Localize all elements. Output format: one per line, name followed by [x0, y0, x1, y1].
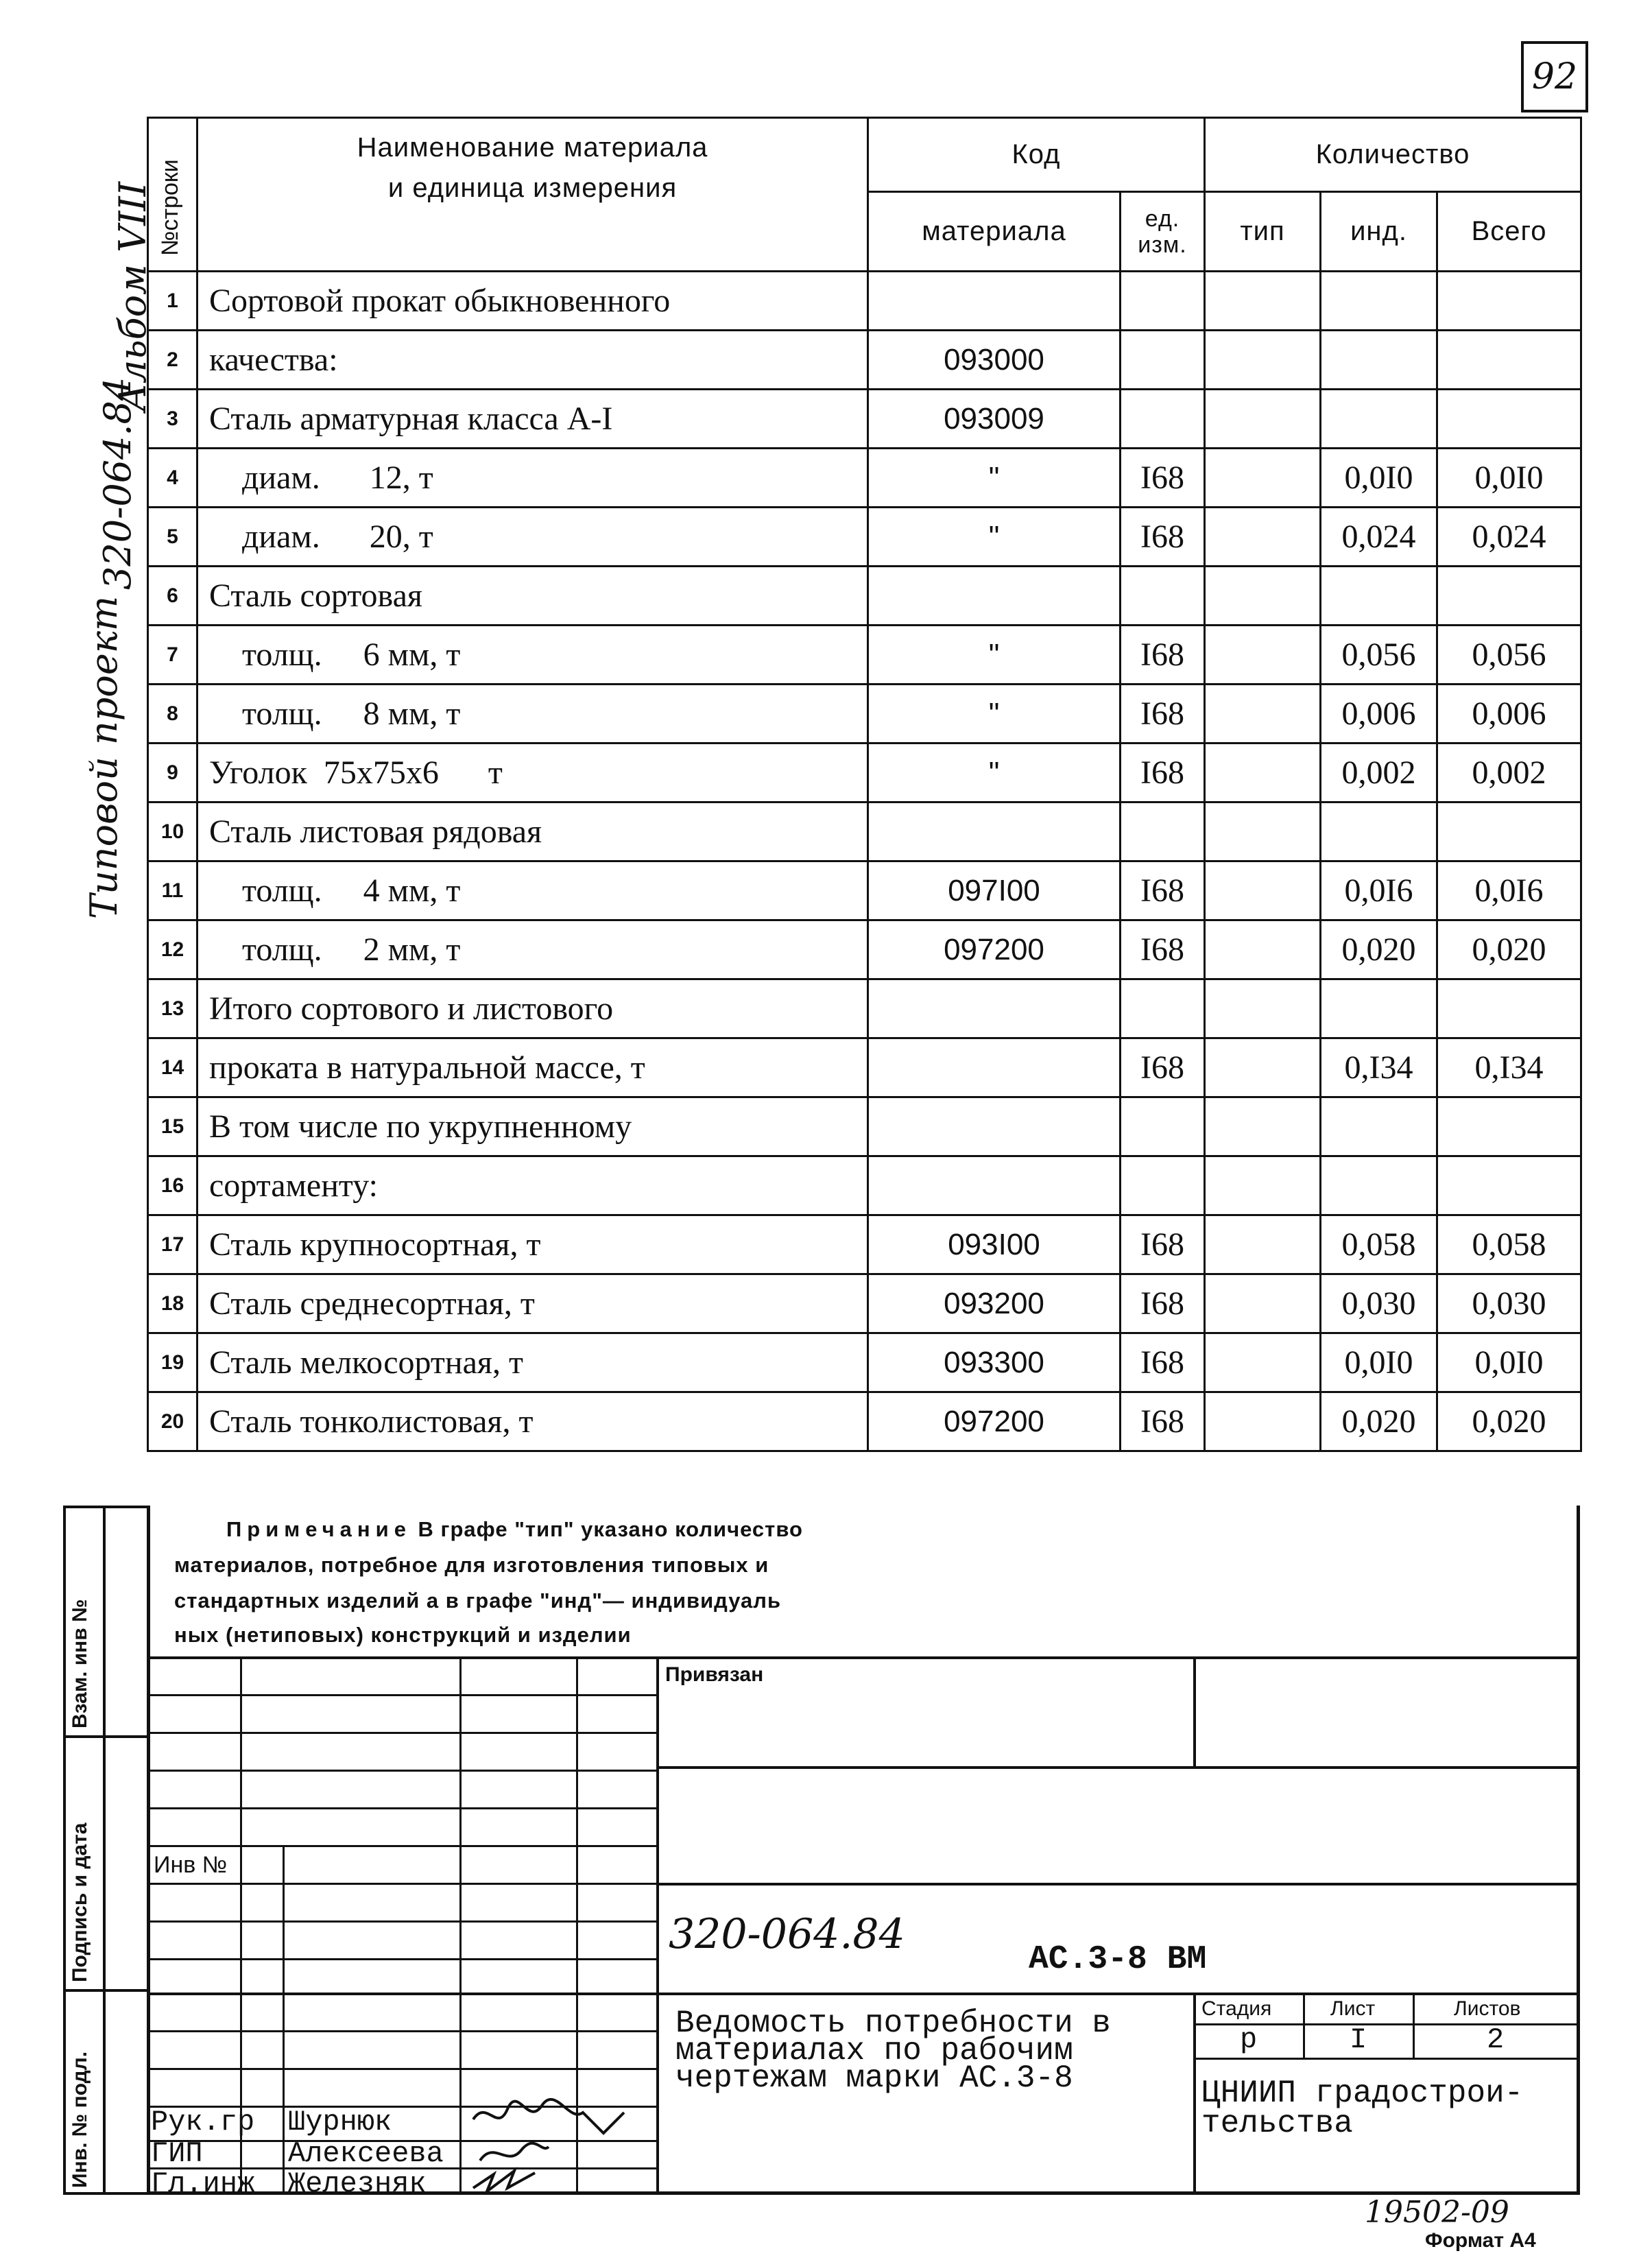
stamp-name-1: Шурнюк: [288, 2106, 392, 2139]
row-unit-cell: I68: [1121, 449, 1205, 508]
row-code-cell: ": [868, 744, 1121, 802]
row-ind-cell: 0,020: [1321, 920, 1437, 979]
header-name-line2: и единица измерения: [387, 173, 678, 203]
row-number-cell: 17: [148, 1215, 197, 1274]
row-ind-cell: 0,058: [1321, 1215, 1437, 1274]
row-type-cell: [1205, 1097, 1321, 1156]
row-number-cell: 15: [148, 1097, 197, 1156]
row-code-cell: 093000: [868, 331, 1121, 390]
row-type-cell: [1205, 1392, 1321, 1451]
row-type-cell: [1205, 449, 1321, 508]
table-row: [148, 979, 1581, 1038]
header-name-line1: Наименование материала: [357, 132, 708, 163]
table-row: [148, 1333, 1581, 1392]
row-type-cell: [1205, 626, 1321, 685]
row-number-cell: 14: [148, 1038, 197, 1097]
row-code-cell: [868, 567, 1121, 626]
row-code-cell: 097I00: [868, 861, 1121, 920]
table-row: [148, 1097, 1581, 1156]
row-code-cell: 093I00: [868, 1215, 1121, 1274]
row-number-cell: 12: [148, 920, 197, 979]
stamp-sheet-label: Лист: [1330, 1997, 1376, 2020]
row-number-cell: 18: [148, 1274, 197, 1333]
note-line-4: ных (нетиповых) конструкций и изделии: [174, 1623, 632, 1647]
table-row: [148, 508, 1581, 567]
row-type-cell: [1205, 272, 1321, 331]
row-number-cell: 13: [148, 979, 197, 1038]
row-number-cell: 6: [148, 567, 197, 626]
note-line-3: стандартных изделий а в графе "инд"— индивидуаль: [174, 1589, 782, 1613]
row-type-cell: [1205, 508, 1321, 567]
row-unit-cell: I68: [1121, 744, 1205, 802]
row-unit-cell: [1121, 331, 1205, 390]
note-text-1: В графе "тип" указано количество: [411, 1517, 803, 1541]
row-code-cell: 097200: [868, 1392, 1121, 1451]
row-ind-cell: 0,006: [1321, 685, 1437, 744]
row-ind-cell: 0,056: [1321, 626, 1437, 685]
row-unit-cell: I68: [1121, 685, 1205, 744]
row-code-cell: [868, 979, 1121, 1038]
header-row-number: [148, 118, 197, 272]
side-project-label: [82, 596, 125, 919]
row-total-cell: 0,020: [1437, 1392, 1581, 1451]
row-type-cell: [1205, 920, 1321, 979]
margin-inv-podl-label: Инв. № подл.: [69, 2051, 91, 2188]
row-type-cell: [1205, 567, 1321, 626]
row-total-cell: 0,0I0: [1437, 1333, 1581, 1392]
row-number-cell: 19: [148, 1333, 197, 1392]
materials-table: [147, 117, 1582, 1452]
margin-podpis-label: Подпись и дата: [69, 1822, 91, 1982]
row-total-cell: [1437, 1097, 1581, 1156]
row-unit-cell: I68: [1121, 1333, 1205, 1392]
row-name-cell: толщ. 8 мм, т: [197, 685, 868, 744]
footer-handwritten-number: 19502-09: [1365, 2195, 1509, 2230]
row-unit-cell: [1121, 567, 1205, 626]
page-number: 92: [1531, 56, 1578, 97]
row-name-cell: Сортовой прокат обыкновенного: [197, 272, 868, 331]
table-row: [148, 802, 1581, 861]
row-unit-cell: I68: [1121, 1038, 1205, 1097]
row-unit-cell: [1121, 802, 1205, 861]
row-type-cell: [1205, 861, 1321, 920]
row-code-cell: ": [868, 508, 1121, 567]
table-row: [148, 1215, 1581, 1274]
row-total-cell: [1437, 331, 1581, 390]
row-number-cell: 4: [148, 449, 197, 508]
table-row: [148, 1392, 1581, 1451]
note-line-2: материалов, потребное для изготовления типовых и: [174, 1553, 769, 1577]
header-row-number-text: №строки: [157, 159, 183, 256]
row-total-cell: [1437, 802, 1581, 861]
row-type-cell: [1205, 390, 1321, 449]
row-ind-cell: 0,0I6: [1321, 861, 1437, 920]
row-name-cell: толщ. 2 мм, т: [197, 920, 868, 979]
row-total-cell: 0,058: [1437, 1215, 1581, 1274]
page-number-box: [1521, 41, 1588, 112]
row-code-cell: [868, 272, 1121, 331]
row-total-cell: [1437, 272, 1581, 331]
row-number-cell: 11: [148, 861, 197, 920]
row-type-cell: [1205, 802, 1321, 861]
row-code-cell: ": [868, 626, 1121, 685]
row-ind-cell: 0,024: [1321, 508, 1437, 567]
row-unit-cell: I68: [1121, 1392, 1205, 1451]
row-name-cell: диам. 12, т: [197, 449, 868, 508]
stamp-sheets-label: Листов: [1454, 1997, 1521, 2020]
table-row: [148, 567, 1581, 626]
header-code-group: Код: [868, 118, 1205, 192]
row-total-cell: [1437, 1156, 1581, 1215]
row-name-cell: Сталь арматурная класса А-I: [197, 390, 868, 449]
footer-format: Формат А4: [1425, 2229, 1536, 2252]
row-ind-cell: 0,I34: [1321, 1038, 1437, 1097]
row-unit-cell: [1121, 1097, 1205, 1156]
row-ind-cell: [1321, 390, 1437, 449]
row-total-cell: [1437, 390, 1581, 449]
row-type-cell: [1205, 1038, 1321, 1097]
row-total-cell: 0,006: [1437, 685, 1581, 744]
row-code-cell: [868, 802, 1121, 861]
row-name-cell: Сталь сортовая: [197, 567, 868, 626]
row-code-cell: 093300: [868, 1333, 1121, 1392]
row-number-cell: 7: [148, 626, 197, 685]
stamp-doc-code: АС.3-8 ВМ: [1029, 1941, 1207, 1978]
row-unit-cell: I68: [1121, 626, 1205, 685]
row-ind-cell: 0,0I0: [1321, 1333, 1437, 1392]
row-total-cell: [1437, 979, 1581, 1038]
table-row: [148, 685, 1581, 744]
row-number-cell: 3: [148, 390, 197, 449]
row-ind-cell: 0,030: [1321, 1274, 1437, 1333]
note-line-1: [226, 1517, 803, 1542]
row-ind-cell: 0,020: [1321, 1392, 1437, 1451]
stamp-name-2: Алексеева: [288, 2137, 444, 2170]
margin-vzam-label: Взам. инв №: [69, 1599, 91, 1728]
row-name-cell: сортаменту:: [197, 1156, 868, 1215]
stamp-org: [1201, 2075, 1524, 2141]
row-unit-cell: [1121, 1156, 1205, 1215]
row-code-cell: [868, 1038, 1121, 1097]
row-number-cell: 16: [148, 1156, 197, 1215]
row-name-cell: Сталь мелкосортная, т: [197, 1333, 868, 1392]
row-number-cell: 20: [148, 1392, 197, 1451]
stamp-stage-label: Стадия: [1201, 1997, 1272, 2020]
row-name-cell: проката в натуральной массе, т: [197, 1038, 868, 1097]
row-ind-cell: [1321, 1097, 1437, 1156]
stamp-inv-no: Инв №: [154, 1852, 228, 1878]
row-name-cell: Уголок 75х75х6 т: [197, 744, 868, 802]
row-ind-cell: [1321, 272, 1437, 331]
row-ind-cell: [1321, 979, 1437, 1038]
table-row: [148, 920, 1581, 979]
row-type-cell: [1205, 744, 1321, 802]
table-row: [148, 390, 1581, 449]
row-number-cell: 5: [148, 508, 197, 567]
row-unit-cell: I68: [1121, 1215, 1205, 1274]
row-name-cell: толщ. 4 мм, т: [197, 861, 868, 920]
row-unit-cell: [1121, 979, 1205, 1038]
row-unit-cell: [1121, 390, 1205, 449]
row-code-cell: ": [868, 449, 1121, 508]
stamp-org-line1: ЦНИИП градострои-: [1201, 2075, 1524, 2111]
row-code-cell: [868, 1156, 1121, 1215]
row-name-cell: Итого сортового и листового: [197, 979, 868, 1038]
row-unit-cell: I68: [1121, 920, 1205, 979]
row-type-cell: [1205, 979, 1321, 1038]
header-qty-ind: инд.: [1321, 192, 1437, 272]
side-album-text: Альбом VIII: [111, 181, 154, 412]
header-code-material: материала: [868, 192, 1121, 272]
row-code-cell: 093009: [868, 390, 1121, 449]
row-type-cell: [1205, 1156, 1321, 1215]
row-total-cell: 0,030: [1437, 1274, 1581, 1333]
row-name-cell: качества:: [197, 331, 868, 390]
signature-scribbles: [466, 2085, 645, 2195]
stamp-org-line2: тельства: [1201, 2106, 1353, 2141]
row-unit-cell: I68: [1121, 861, 1205, 920]
row-total-cell: 0,I34: [1437, 1038, 1581, 1097]
row-type-cell: [1205, 1215, 1321, 1274]
row-number-cell: 2: [148, 331, 197, 390]
row-number-cell: 8: [148, 685, 197, 744]
table-row: [148, 626, 1581, 685]
stamp-name-3: Железняк: [288, 2167, 427, 2200]
row-type-cell: [1205, 1333, 1321, 1392]
row-name-cell: В том числе по укрупненному: [197, 1097, 868, 1156]
row-total-cell: 0,002: [1437, 744, 1581, 802]
table-row: [148, 861, 1581, 920]
row-total-cell: 0,024: [1437, 508, 1581, 567]
row-name-cell: диам. 20, т: [197, 508, 868, 567]
header-name: [197, 118, 868, 272]
stamp-privyazan: Привязан: [665, 1663, 764, 1686]
table-row: [148, 449, 1581, 508]
row-type-cell: [1205, 685, 1321, 744]
row-type-cell: [1205, 331, 1321, 390]
stamp-role-1: Рук.гр: [151, 2106, 255, 2139]
row-ind-cell: [1321, 802, 1437, 861]
header-qty-total: Всего: [1437, 192, 1581, 272]
stamp-sheets: 2: [1487, 2023, 1505, 2056]
row-code-cell: ": [868, 685, 1121, 744]
row-unit-cell: I68: [1121, 508, 1205, 567]
stamp-role-2: ГИП: [151, 2137, 203, 2170]
row-total-cell: 0,056: [1437, 626, 1581, 685]
row-code-cell: 097200: [868, 920, 1121, 979]
table-row: [148, 1038, 1581, 1097]
stamp-stage: р: [1240, 2023, 1258, 2056]
row-total-cell: 0,0I0: [1437, 449, 1581, 508]
row-name-cell: Сталь среднесортная, т: [197, 1274, 868, 1333]
row-type-cell: [1205, 1274, 1321, 1333]
side-code-text: 320-064.84: [96, 377, 139, 590]
row-ind-cell: 0,0I0: [1321, 449, 1437, 508]
note-label: Примечание: [226, 1517, 411, 1541]
row-ind-cell: [1321, 567, 1437, 626]
header-code-unit: ед. изм.: [1121, 192, 1205, 272]
header-qty-type: тип: [1205, 192, 1321, 272]
stamp-title-line3: чертежам марки АС.3-8: [675, 2060, 1073, 2096]
row-code-cell: 093200: [868, 1274, 1121, 1333]
row-name-cell: Сталь крупносортная, т: [197, 1215, 868, 1274]
row-name-cell: Сталь листовая рядовая: [197, 802, 868, 861]
stamp-title-line2: материалах по рабочим: [675, 2033, 1073, 2069]
table-row: [148, 272, 1581, 331]
table-row: [148, 1274, 1581, 1333]
row-name-cell: Сталь тонколистовая, т: [197, 1392, 868, 1451]
row-code-cell: [868, 1097, 1121, 1156]
row-unit-cell: [1121, 272, 1205, 331]
row-name-cell: толщ. 6 мм, т: [197, 626, 868, 685]
row-ind-cell: [1321, 1156, 1437, 1215]
row-number-cell: 1: [148, 272, 197, 331]
table-row: [148, 744, 1581, 802]
table-body: [148, 272, 1581, 1451]
row-total-cell: 0,020: [1437, 920, 1581, 979]
side-project-text: Типовой проект: [82, 595, 125, 919]
table-row: [148, 331, 1581, 390]
stamp-sheet: I: [1350, 2023, 1367, 2056]
row-unit-cell: I68: [1121, 1274, 1205, 1333]
table-row: [148, 1156, 1581, 1215]
row-number-cell: 10: [148, 802, 197, 861]
stamp-handwritten-code: 320-064.84: [669, 1910, 905, 1958]
stamp-title: [675, 2006, 1111, 2096]
stamp-title-line1: Ведомость потребности в: [675, 2006, 1111, 2041]
row-number-cell: 9: [148, 744, 197, 802]
stamp-role-3: Гл.инж: [151, 2167, 255, 2200]
row-ind-cell: 0,002: [1321, 744, 1437, 802]
row-ind-cell: [1321, 331, 1437, 390]
row-total-cell: 0,0I6: [1437, 861, 1581, 920]
row-total-cell: [1437, 567, 1581, 626]
header-qty-group: Количество: [1205, 118, 1581, 192]
